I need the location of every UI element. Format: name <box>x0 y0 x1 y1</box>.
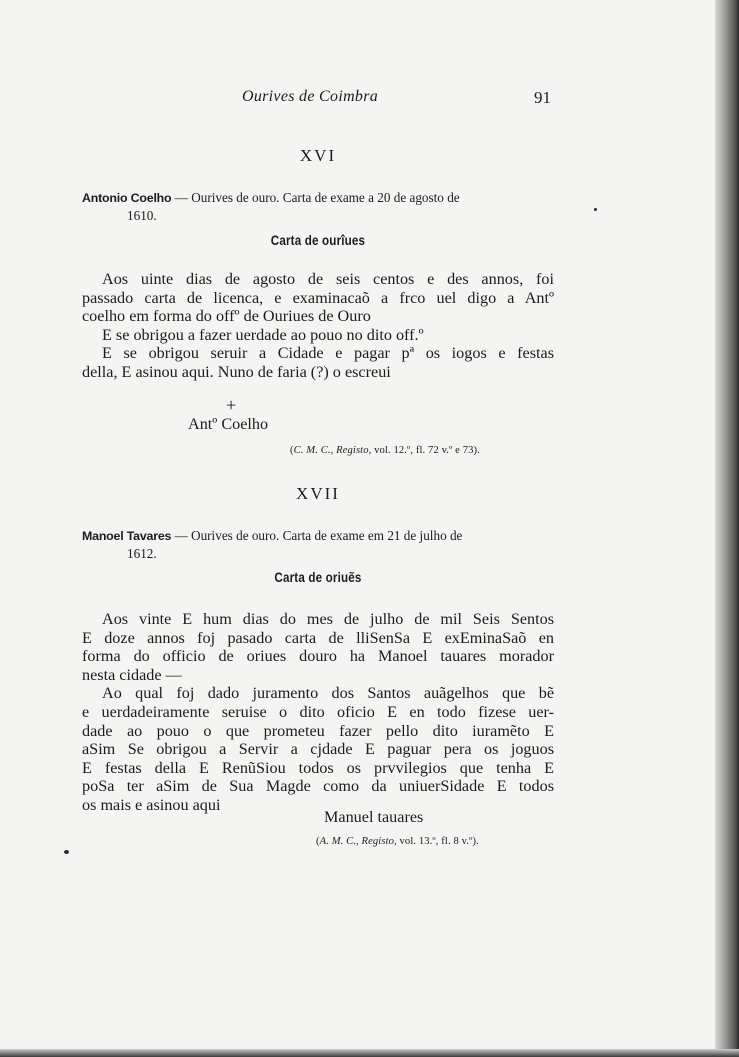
section-number-xvii: XVII <box>296 484 340 503</box>
page-number: 91 <box>534 88 551 107</box>
text-line: E se obrigou seruir a Cidade e pagar pª os iogos e festas <box>102 344 554 363</box>
signature-manuel-tauares: Manuel tauares <box>324 808 424 826</box>
entry-description: — Ourives de ouro. Carta de exame em 21 de julho de <box>171 528 463 543</box>
text-line: passado carta de licenca, e examinacaõ a frco uel digo a Antº <box>82 288 554 307</box>
signature-antonio-coelho: Antº Coelho <box>188 415 269 433</box>
document-title: Carta de ourîues <box>270 233 366 248</box>
scan-speck <box>64 850 69 854</box>
citation-archive: A. M. C., Registo <box>319 836 395 847</box>
page-gutter-shadow <box>715 0 739 1057</box>
text-line: forma do officio de oriues douro ha Manoel tauares morador <box>82 647 554 666</box>
transcription-text <box>82 270 554 382</box>
text-line: dade ao pouo o que prometeu fazer pello dito iuramẽto E <box>82 721 554 740</box>
entry-heading-manoel-tavares <box>82 527 554 562</box>
citation-reference: , vol. 13.º, fl. 8 v.º). <box>394 836 479 847</box>
text-line: coelho em forma do offº de Ouriues de Ouro <box>82 307 371 326</box>
text-line: Aos uinte dias de agosto de seis centos e des annos, foi <box>102 270 554 288</box>
text-line: aSim Se obrigou a Servir a cjdade E paguar pera os joguos <box>82 740 554 759</box>
source-citation: (C. M. C., Registo, vol. 12.º, fl. 72 v.º e 73). <box>290 445 480 456</box>
text-line: poSa ter aSim de Sua Magde como da uniuerSidade E todos <box>82 777 554 796</box>
text-line: e uerdadeiramente seruise o dito oficio E en todo fizese uer- <box>82 702 554 721</box>
signature-cross-mark: + <box>226 395 237 415</box>
transcription-text <box>82 610 554 815</box>
entry-year: 1610. <box>127 208 157 223</box>
text-line: E festas della E RenũSiou todos os prvvilegios que tenha E <box>82 758 554 777</box>
entry-heading-antonio-coelho <box>82 189 554 224</box>
entry-year: 1612. <box>127 546 157 561</box>
section-number-xvi: XVI <box>299 146 337 165</box>
entry-description: — Ourives de ouro. Carta de exame a 20 de agosto de <box>171 190 460 205</box>
text-line: os mais e asinou aqui <box>82 795 221 814</box>
scan-speck <box>594 208 597 211</box>
text-line: nesta cidade — <box>82 665 182 684</box>
citation-archive: C. M. C., Registo <box>293 445 369 456</box>
document-title: Carta de oriuẽs <box>274 570 362 585</box>
entry-name: Antonio Coelho <box>82 191 172 205</box>
source-citation: (A. M. C., Registo, vol. 13.º, fl. 8 v.º). <box>316 836 479 847</box>
text-line: E se obrigou a fazer uerdade ao pouo no dito off.º <box>102 325 424 344</box>
text-line: Ao qual foj dado juramento dos Santos auãgelhos que bẽ <box>102 684 554 703</box>
page-bottom-edge <box>0 1049 739 1057</box>
text-line: della, E asinou aqui. Nuno de faria (?) o escreui <box>82 362 391 381</box>
running-title: Ourives de Coimbra <box>242 88 379 105</box>
text-line: E doze annos foj pasado carta de lliSenSa E exEminaSaõ en <box>82 628 554 647</box>
entry-name: Manoel Tavares <box>82 529 172 543</box>
text-line: Aos vinte E hum dias do mes de julho de mil Seis Sentos <box>102 610 554 628</box>
citation-reference: , vol. 12.º, fl. 72 v.º e 73). <box>368 445 480 456</box>
